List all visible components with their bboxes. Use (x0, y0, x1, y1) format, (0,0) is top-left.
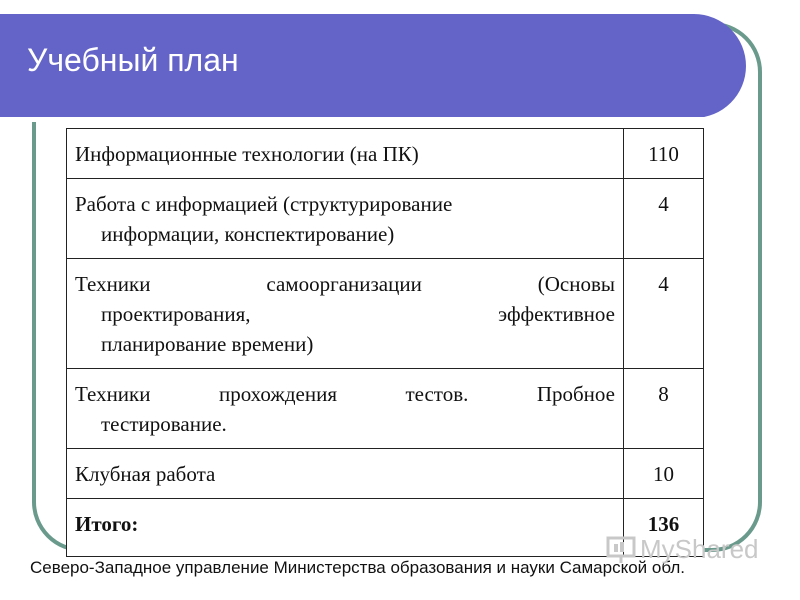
total-hours: 136 (624, 499, 704, 557)
table-row (67, 259, 704, 369)
footer-text: Северо-Западное управление Министерства образования и науки Самарской обл. (30, 558, 685, 577)
table-row (67, 449, 704, 499)
course-name: Техники прохождения тестов. Пробное тестирование. (67, 369, 624, 449)
watermark-text: MyShared (640, 534, 759, 564)
course-name: Работа с информацией (структурирование информации, конспектирование) (67, 179, 624, 259)
title-underline (0, 117, 706, 122)
course-hours: 4 (624, 259, 704, 369)
course-hours: 4 (624, 179, 704, 259)
course-hours: 8 (624, 369, 704, 449)
course-name: Информационные технологии (на ПК) (67, 129, 624, 179)
table-row (67, 129, 704, 179)
course-name: Техники самоорганизации (Основы проектирования, эффективное планирование времени) (67, 259, 624, 369)
total-label: Итого: (67, 499, 624, 557)
presentation-icon (606, 536, 636, 564)
table-row (67, 369, 704, 449)
course-hours: 110 (624, 129, 704, 179)
slide-title: Учебный план (27, 42, 239, 78)
course-name: Клубная работа (67, 449, 624, 499)
table-row (67, 179, 704, 259)
curriculum-table (66, 128, 704, 557)
watermark (606, 534, 759, 565)
course-hours: 10 (624, 449, 704, 499)
